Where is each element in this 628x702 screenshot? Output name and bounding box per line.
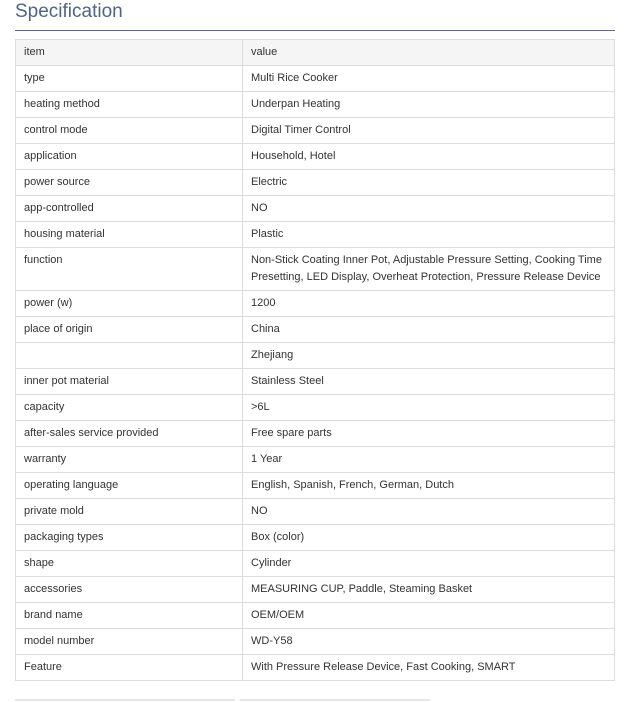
cell-value: Plastic (243, 222, 615, 248)
table-row (16, 551, 615, 577)
cell-item: power (w) (16, 291, 243, 317)
table-row (16, 170, 615, 196)
cell-value: Stainless Steel (243, 369, 615, 395)
cell-item: warranty (16, 447, 243, 473)
table-row (16, 248, 615, 291)
cell-item: accessories (16, 577, 243, 603)
cell-item: inner pot material (16, 369, 243, 395)
table-row (16, 291, 615, 317)
cell-value: China (243, 317, 615, 343)
cell-item: private mold (16, 499, 243, 525)
cell-value: MEASURING CUP, Paddle, Steaming Basket (243, 577, 615, 603)
cell-value: Digital Timer Control (243, 118, 615, 144)
cell-value: Free spare parts (243, 421, 615, 447)
table-row (16, 66, 615, 92)
table-row (16, 499, 615, 525)
table-row (16, 144, 615, 170)
table-row (16, 395, 615, 421)
cell-value: Household, Hotel (243, 144, 615, 170)
table-row (16, 343, 615, 369)
title-divider (15, 30, 615, 31)
table-row (16, 473, 615, 499)
cell-item: type (16, 66, 243, 92)
bottom-divider (240, 699, 430, 701)
cell-value: Underpan Heating (243, 92, 615, 118)
cell-value: OEM/OEM (243, 603, 615, 629)
cell-value: Non-Stick Coating Inner Pot, Adjustable Pressure Setting, Cooking Time Presetting, LED Display, Overheat Protection, Pressure Release Device (243, 248, 615, 291)
cell-item: housing material (16, 222, 243, 248)
table-row (16, 317, 615, 343)
table-row (16, 92, 615, 118)
cell-item: place of origin (16, 317, 243, 343)
cell-item: capacity (16, 395, 243, 421)
cell-value: Cylinder (243, 551, 615, 577)
specification-table (15, 39, 615, 681)
table-row (16, 525, 615, 551)
table-row (16, 447, 615, 473)
cell-item: packaging types (16, 525, 243, 551)
cell-value: English, Spanish, French, German, Dutch (243, 473, 615, 499)
table-row (16, 222, 615, 248)
cell-value: NO (243, 499, 615, 525)
cell-item: app-controlled (16, 196, 243, 222)
cell-item: operating language (16, 473, 243, 499)
table-header-row (16, 40, 615, 66)
cell-value: Multi Rice Cooker (243, 66, 615, 92)
header-value: value (243, 40, 615, 66)
table-row (16, 196, 615, 222)
cell-item: function (16, 248, 243, 291)
cell-value: With Pressure Release Device, Fast Cooking, SMART (243, 655, 615, 681)
cell-value: Box (color) (243, 525, 615, 551)
cell-item: control mode (16, 118, 243, 144)
cell-value: 1 Year (243, 447, 615, 473)
table-row (16, 655, 615, 681)
cell-value: NO (243, 196, 615, 222)
table-row (16, 421, 615, 447)
cell-item: power source (16, 170, 243, 196)
cell-value: WD-Y58 (243, 629, 615, 655)
cell-value: Electric (243, 170, 615, 196)
section-title: Specification (15, 1, 123, 22)
cell-value: >6L (243, 395, 615, 421)
cell-item: after-sales service provided (16, 421, 243, 447)
table-row (16, 369, 615, 395)
table-row (16, 629, 615, 655)
cell-value: 1200 (243, 291, 615, 317)
cell-item: shape (16, 551, 243, 577)
cell-item: brand name (16, 603, 243, 629)
table-row (16, 603, 615, 629)
cell-value: Zhejiang (243, 343, 615, 369)
cell-item: Feature (16, 655, 243, 681)
bottom-divider (15, 699, 235, 701)
cell-item: application (16, 144, 243, 170)
table-row (16, 577, 615, 603)
cell-item: model number (16, 629, 243, 655)
cell-item (16, 343, 243, 369)
header-item: item (16, 40, 243, 66)
cell-item: heating method (16, 92, 243, 118)
table-row (16, 118, 615, 144)
